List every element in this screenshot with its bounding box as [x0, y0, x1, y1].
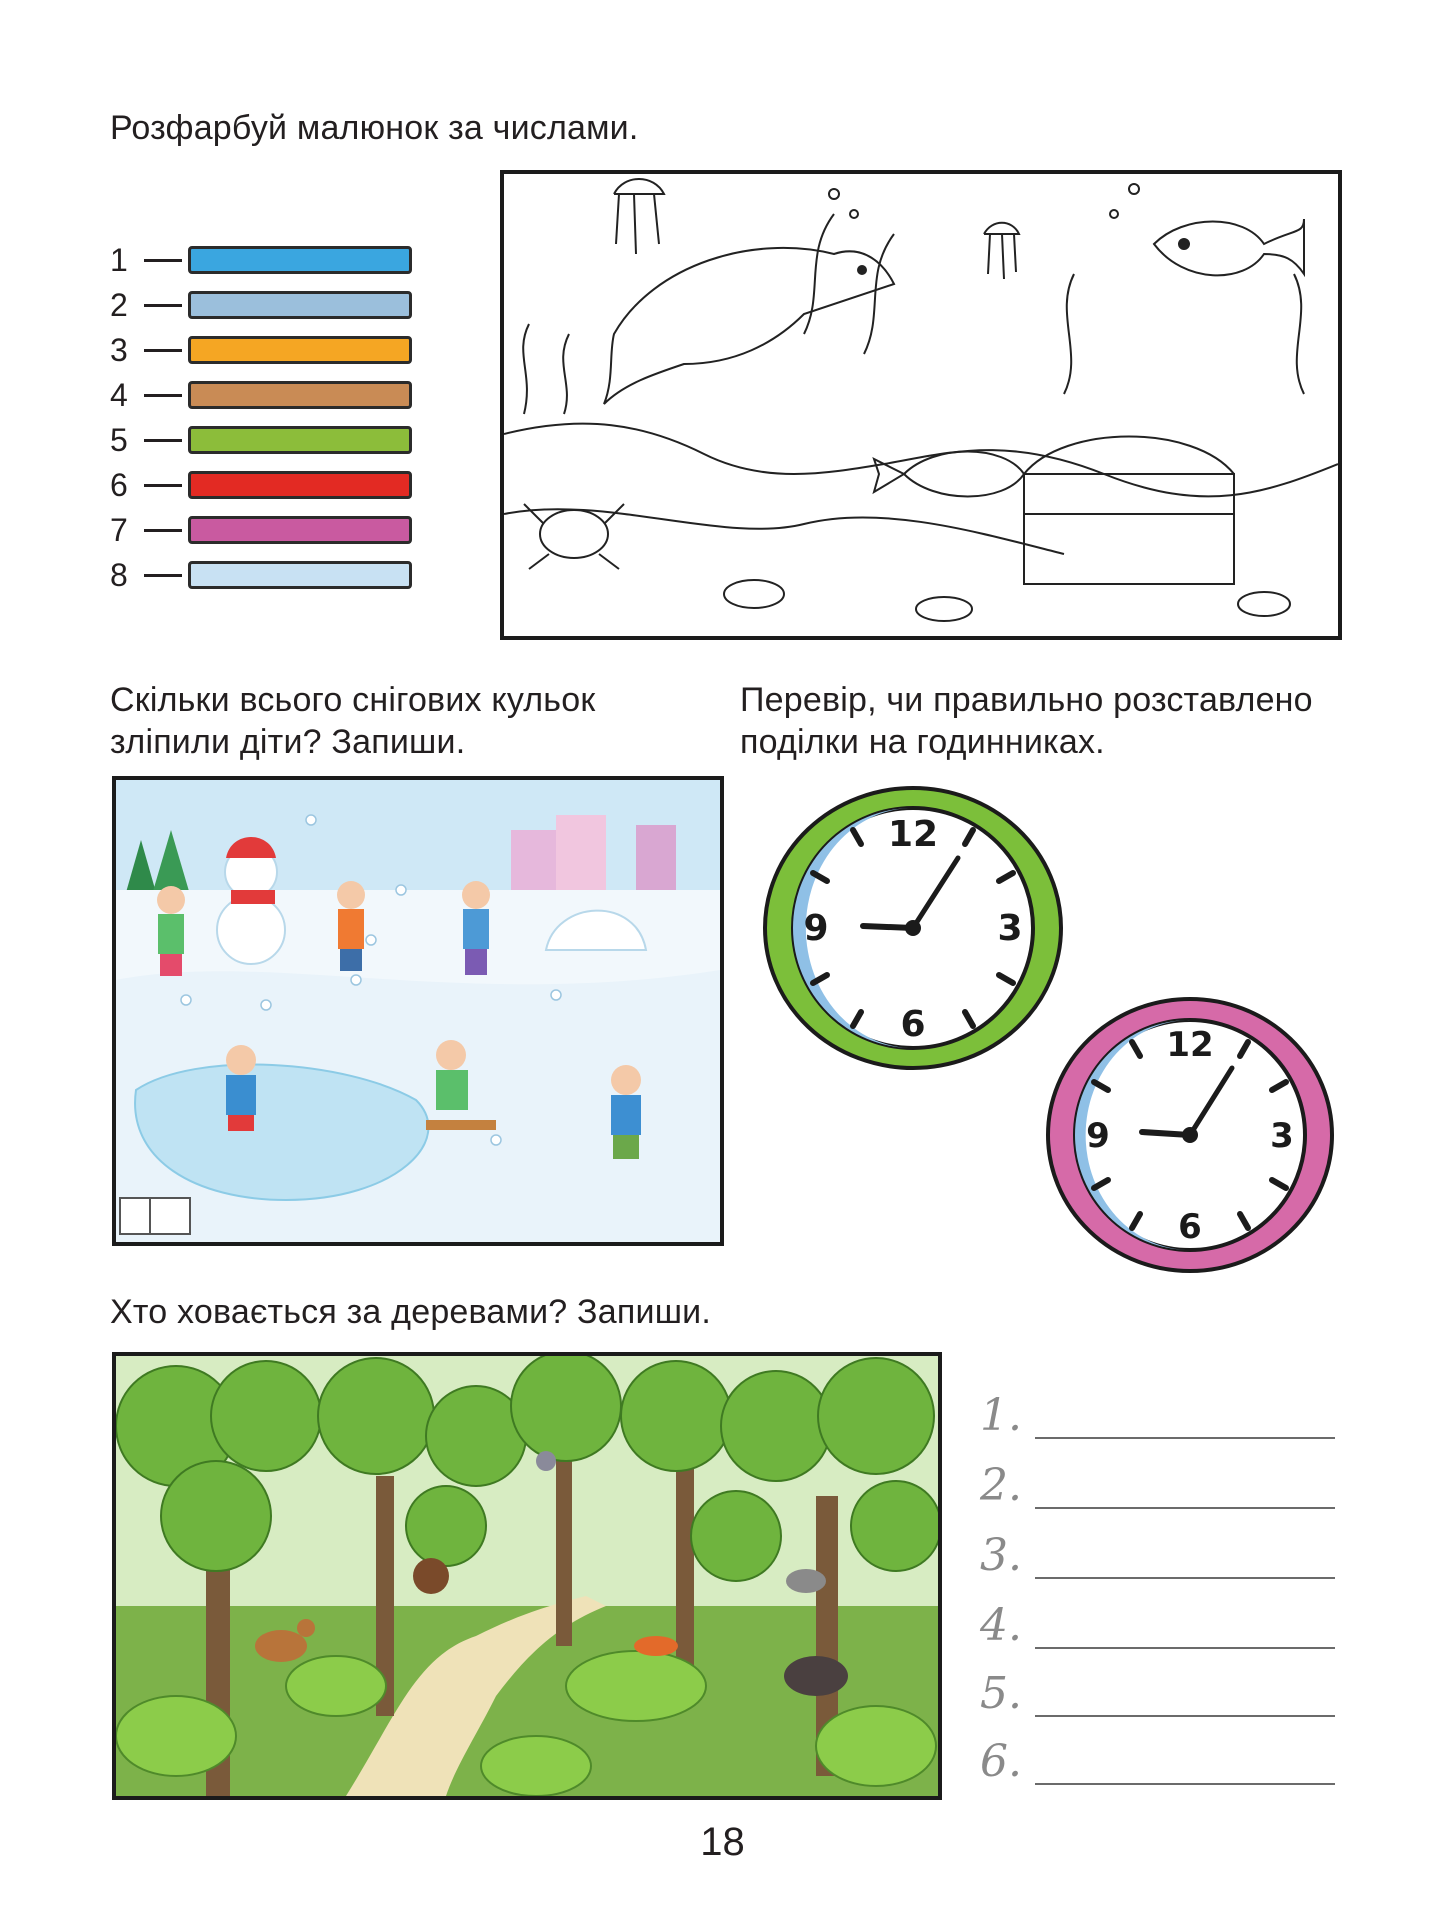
answer-number: 1. — [980, 1390, 1022, 1441]
legend-number: 2 — [110, 286, 128, 323]
treasure-chest-icon — [1024, 474, 1234, 584]
legend-swatch — [188, 336, 412, 364]
legend-dash — [144, 484, 182, 487]
winter-scene-illustration — [116, 780, 720, 1242]
fish-icon — [1154, 219, 1304, 275]
answer-line[interactable] — [1035, 1437, 1335, 1439]
squirrel-icon — [536, 1451, 556, 1471]
legend-number: 6 — [110, 466, 128, 503]
legend-number: 3 — [110, 331, 128, 368]
answer-number: 4. — [980, 1600, 1022, 1651]
clock-label-9: 9 — [1086, 1116, 1110, 1156]
legend-row — [110, 285, 412, 325]
winter-scene-picture — [112, 776, 724, 1246]
clock-label-6: 6 — [900, 1004, 926, 1045]
clock-label-12: 12 — [887, 814, 939, 855]
legend-swatch — [188, 561, 412, 589]
clock-label-9: 9 — [803, 908, 829, 949]
page-number: 18 — [700, 1820, 745, 1864]
legend-dash — [144, 439, 182, 442]
answer-number: 6. — [980, 1736, 1022, 1787]
legend-row — [110, 420, 412, 460]
legend-number: 5 — [110, 421, 128, 458]
answer-number: 3. — [980, 1530, 1022, 1581]
legend-row — [110, 555, 412, 595]
clocks-instruction-line-1: Перевір, чи правильно розставлено — [740, 681, 1313, 719]
clock-2 — [1040, 990, 1340, 1280]
answer-line[interactable] — [1035, 1507, 1335, 1509]
legend-swatch — [188, 426, 412, 454]
legend-number: 4 — [110, 376, 128, 413]
answer-box — [120, 1198, 150, 1234]
crab-icon — [540, 510, 608, 558]
clock-1 — [758, 778, 1068, 1078]
wolf-icon — [786, 1569, 826, 1593]
legend-dash — [144, 529, 182, 532]
clock-label-6: 6 — [1178, 1207, 1202, 1247]
bear-icon — [413, 1558, 449, 1594]
legend-number: 7 — [110, 511, 128, 548]
answer-line[interactable] — [1035, 1647, 1335, 1649]
legend-row — [110, 510, 412, 550]
answer-line[interactable] — [1035, 1577, 1335, 1579]
child-icon — [611, 1065, 641, 1159]
legend-row — [110, 240, 412, 280]
clock-label-3: 3 — [1270, 1116, 1294, 1156]
clocks-instruction-line-2: поділки на годинниках. — [740, 723, 1105, 761]
forest-picture — [112, 1352, 942, 1800]
answer-number: 2. — [980, 1460, 1022, 1511]
answer-number: 5. — [980, 1668, 1022, 1719]
legend-swatch — [188, 246, 412, 274]
snowman-icon — [217, 896, 285, 964]
child-icon — [337, 881, 365, 971]
jellyfish-icon — [984, 223, 1019, 279]
child-icon — [226, 1045, 256, 1131]
legend-swatch — [188, 471, 412, 499]
legend-number: 1 — [110, 241, 128, 278]
legend-dash — [144, 394, 182, 397]
coloring-instruction: Розфарбуй малюнок за числами. — [110, 109, 639, 147]
snowballs-instruction-line-2: зліпили діти? Запиши. — [110, 723, 466, 761]
legend-swatch — [188, 291, 412, 319]
legend-dash — [144, 259, 182, 262]
fish-icon — [874, 452, 1024, 497]
clock-label-12: 12 — [1166, 1025, 1214, 1065]
clock-label-3: 3 — [997, 908, 1023, 949]
legend-row — [110, 330, 412, 370]
forest-instruction: Хто ховається за деревами? Запиши. — [110, 1293, 712, 1331]
legend-swatch — [188, 516, 412, 544]
legend-dash — [144, 349, 182, 352]
legend-number: 8 — [110, 556, 128, 593]
coloring-picture — [500, 170, 1342, 640]
legend-row — [110, 375, 412, 415]
legend-swatch — [188, 381, 412, 409]
answer-line[interactable] — [1035, 1783, 1335, 1785]
jellyfish-icon — [614, 179, 664, 254]
fox-icon — [634, 1636, 678, 1656]
boar-icon — [784, 1656, 848, 1696]
dolphin-icon — [604, 248, 894, 404]
legend-dash — [144, 574, 182, 577]
child-icon — [462, 881, 490, 975]
snowballs-instruction-line-1: Скільки всього снігових кульок — [110, 681, 596, 719]
answer-line[interactable] — [1035, 1715, 1335, 1717]
forest-illustration — [116, 1356, 938, 1796]
child-icon — [157, 886, 185, 976]
legend-row — [110, 465, 412, 505]
underwater-line-art — [504, 174, 1338, 636]
legend-dash — [144, 304, 182, 307]
